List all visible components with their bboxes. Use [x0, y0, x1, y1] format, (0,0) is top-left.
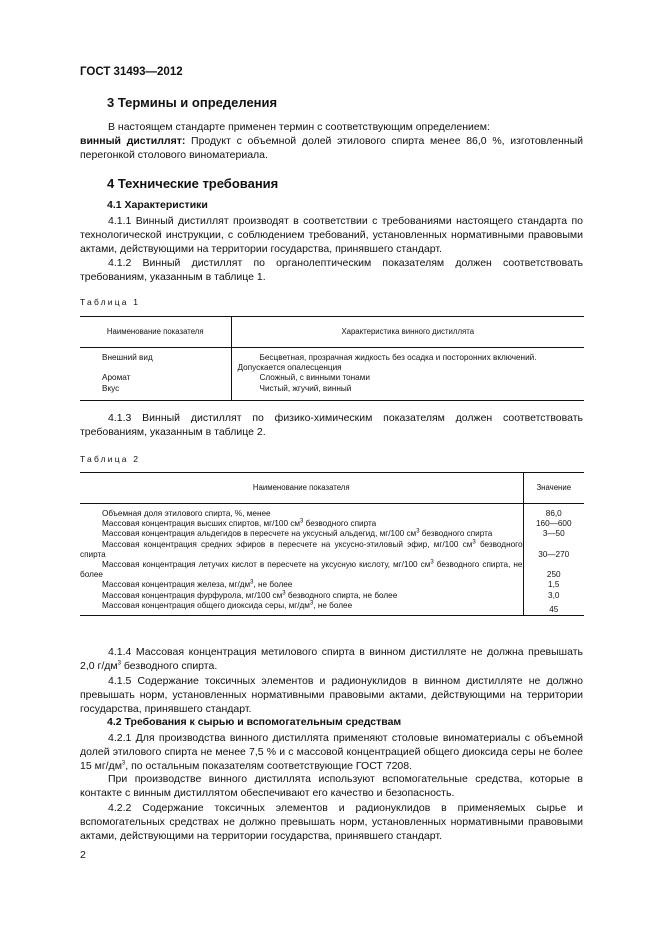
superscript: 3	[121, 760, 126, 767]
table-cell-value: 1,5	[523, 580, 584, 590]
table-1	[80, 316, 584, 401]
table-row	[80, 373, 584, 383]
table-row	[80, 348, 584, 374]
table-cell-name-tail: безводного спирта	[419, 529, 493, 539]
table-cell-name	[80, 540, 523, 560]
table-cell-name	[80, 601, 523, 616]
superscript: 3	[416, 528, 420, 535]
table-cell-name-tail: безводного спирта, не более	[285, 590, 398, 600]
superscript: 3	[430, 559, 434, 566]
superscript: 3	[472, 538, 476, 545]
table-1-header-value: Характеристика винного дистиллята	[231, 317, 584, 348]
table-row	[80, 560, 584, 580]
para-4-2-1	[80, 731, 583, 773]
table-cell-value: Чистый, жгучий, винный	[231, 384, 584, 401]
table-cell-name-text: Объемная доля этилового спирта, %, менее	[102, 509, 271, 518]
superscript: 3	[250, 579, 254, 586]
table-cell-name	[80, 591, 523, 601]
table-1-caption: Таблица 1	[80, 297, 141, 307]
table-row	[80, 591, 584, 601]
table-cell-name-tail: безводного спирта	[80, 539, 523, 559]
para-4-1-2: 4.1.2 Винный дистиллят по органолептическим показателям должен соответствовать требованиям, указанным в таблице 1.	[80, 257, 583, 283]
table-row	[80, 384, 584, 401]
table-cell-name-tail: безводного спирта, не более	[80, 560, 523, 580]
table-cell-name	[80, 519, 523, 529]
term-name: винный дистиллят:	[80, 135, 186, 147]
table-row	[80, 540, 584, 560]
table-row	[80, 601, 584, 616]
para-4-1-4	[80, 645, 583, 673]
table-cell-name: Внешний вид	[102, 353, 153, 362]
table-cell-name-text: Массовая концентрация средних эфиров в пересчете на уксусно-этиловый эфир, мг/100 см	[102, 539, 473, 549]
table-cell-value: 160—600	[523, 519, 584, 529]
table-cell-value: Сложный, с винными тонами	[231, 373, 584, 383]
table-cell-name	[80, 504, 523, 520]
table-cell-name	[80, 529, 523, 539]
page-header: ГОСТ 31493—2012	[80, 66, 183, 78]
table-cell-name-text: Массовая концентрация железа, мг/дм	[102, 580, 251, 590]
table-1-header-name: Наименование показателя	[80, 317, 231, 348]
table-cell-value: 86,0	[523, 504, 584, 520]
page-number: 2	[80, 849, 86, 861]
table-cell-name-tail: , не более	[313, 600, 353, 610]
table-cell-name: Вкус	[80, 384, 231, 401]
table-cell-value: 250	[523, 560, 584, 580]
table-cell-name-text: Массовая концентрация летучих кислот в пересчете на уксусную кислоту, мг/100 см	[102, 560, 431, 570]
table-row	[80, 519, 584, 529]
table-cell-value: 30—270	[523, 540, 584, 560]
table-cell-name-text: Массовая концентрация альдегидов в пересчете на уксусный альдегид, мг/100 см	[102, 529, 417, 539]
table-cell-name-text: Массовая концентрация высших спиртов, мг/100 см	[102, 519, 301, 529]
table-cell-name	[80, 580, 523, 590]
para-4-2-1-aux: При производстве винного дистиллята используют вспомогательные средства, которые в контакте с винным дистиллятом обеспечивают его качество и безопасность.	[80, 773, 583, 799]
section-3-title: 3 Термины и определения	[107, 95, 278, 110]
para-4-1-3: 4.1.3 Винный дистиллят по физико-химическим показателям должен соответствовать требованиям, указанным в таблице 2.	[80, 412, 583, 438]
table-cell-name-text: Массовая концентрация общего диоксида серы, мг/дм	[102, 600, 310, 610]
superscript: 3	[309, 600, 314, 607]
table-row	[80, 504, 584, 520]
section-3-intro	[80, 120, 583, 162]
table-cell-name-tail: , не более	[253, 580, 293, 590]
table-2-header-name: Наименование показателя	[80, 473, 523, 504]
table-cell-name-text: Массовая концентрация фурфурола, мг/100 см	[102, 590, 283, 600]
table-2-header-value: Значение	[523, 473, 584, 504]
section-3-intro-text: В настоящем стандарте применен термин с соответствующим определением:	[108, 121, 490, 133]
para-4-2-1-text: 4.2.1 Для производства винного дистиллята применяют столовые виноматериалы с объемной долей этилового спирта не менее 7,5 % и с массовой концентрацией общего диоксида серы не более 15 мг/дм	[80, 732, 583, 772]
table-cell-name	[80, 560, 523, 580]
table-row	[80, 529, 584, 539]
table-cell-name: Аромат	[102, 373, 131, 383]
para-4-2-2: 4.2.2 Содержание токсичных элементов и радионуклидов в применяемых сырье и вспомогательных средствах не должно превышать норм, установленных нормативными правовыми актами, действующими на территории государства, принявшего стандарт.	[80, 802, 583, 842]
table-cell-name-tail: безводного спирта	[303, 519, 377, 529]
superscript: 3	[117, 660, 121, 667]
para-4-1-5: 4.1.5 Содержание токсичных элементов и радионуклидов в винном дистилляте не должно превышать норм, установленных нормативными правовыми актами, действующими на территории государства, принявшего стандарт.	[80, 675, 583, 715]
table-2	[80, 472, 584, 616]
para-4-1-4-tail: безводного спирта.	[120, 660, 218, 672]
subsection-4-1-title: 4.1 Характеристики	[107, 199, 208, 211]
table-row	[80, 580, 584, 590]
para-4-1-1: 4.1.1 Винный дистиллят производят в соответствии с требованиями настоящего стандарта по технологической инструкции, с соблюдением требований, установленных нормативными правовыми актами, действующими на территории государства, принявшего стандарт.	[80, 215, 583, 255]
table-cell-value: Бесцветная, прозрачная жидкость без осадка и посторонних включений. Допускается опалесценция	[231, 348, 584, 374]
table-cell-value: 3,0	[523, 591, 584, 601]
table-2-caption: Таблица 2	[80, 454, 141, 464]
superscript: 3	[300, 518, 304, 525]
table-cell-value: 3—50	[523, 529, 584, 539]
term-definition: Продукт с объемной долей этилового спирта менее 86,0 %, изготовленный перегонкой столового виноматериала.	[80, 135, 583, 161]
para-4-2-1-tail: , по остальным показателям соответствующие ГОСТ 7208.	[125, 760, 413, 772]
section-4-title: 4 Технические требования	[107, 176, 279, 191]
superscript: 3	[282, 589, 286, 596]
para-4-1-4-text: 4.1.4 Массовая концентрация метилового спирта в винном дистилляте не должна превышать 2,0 г/дм	[80, 646, 583, 672]
table-cell-value: 45	[523, 601, 584, 616]
subsection-4-2-title: 4.2 Требования к сырью и вспомогательным средствам	[107, 716, 402, 728]
